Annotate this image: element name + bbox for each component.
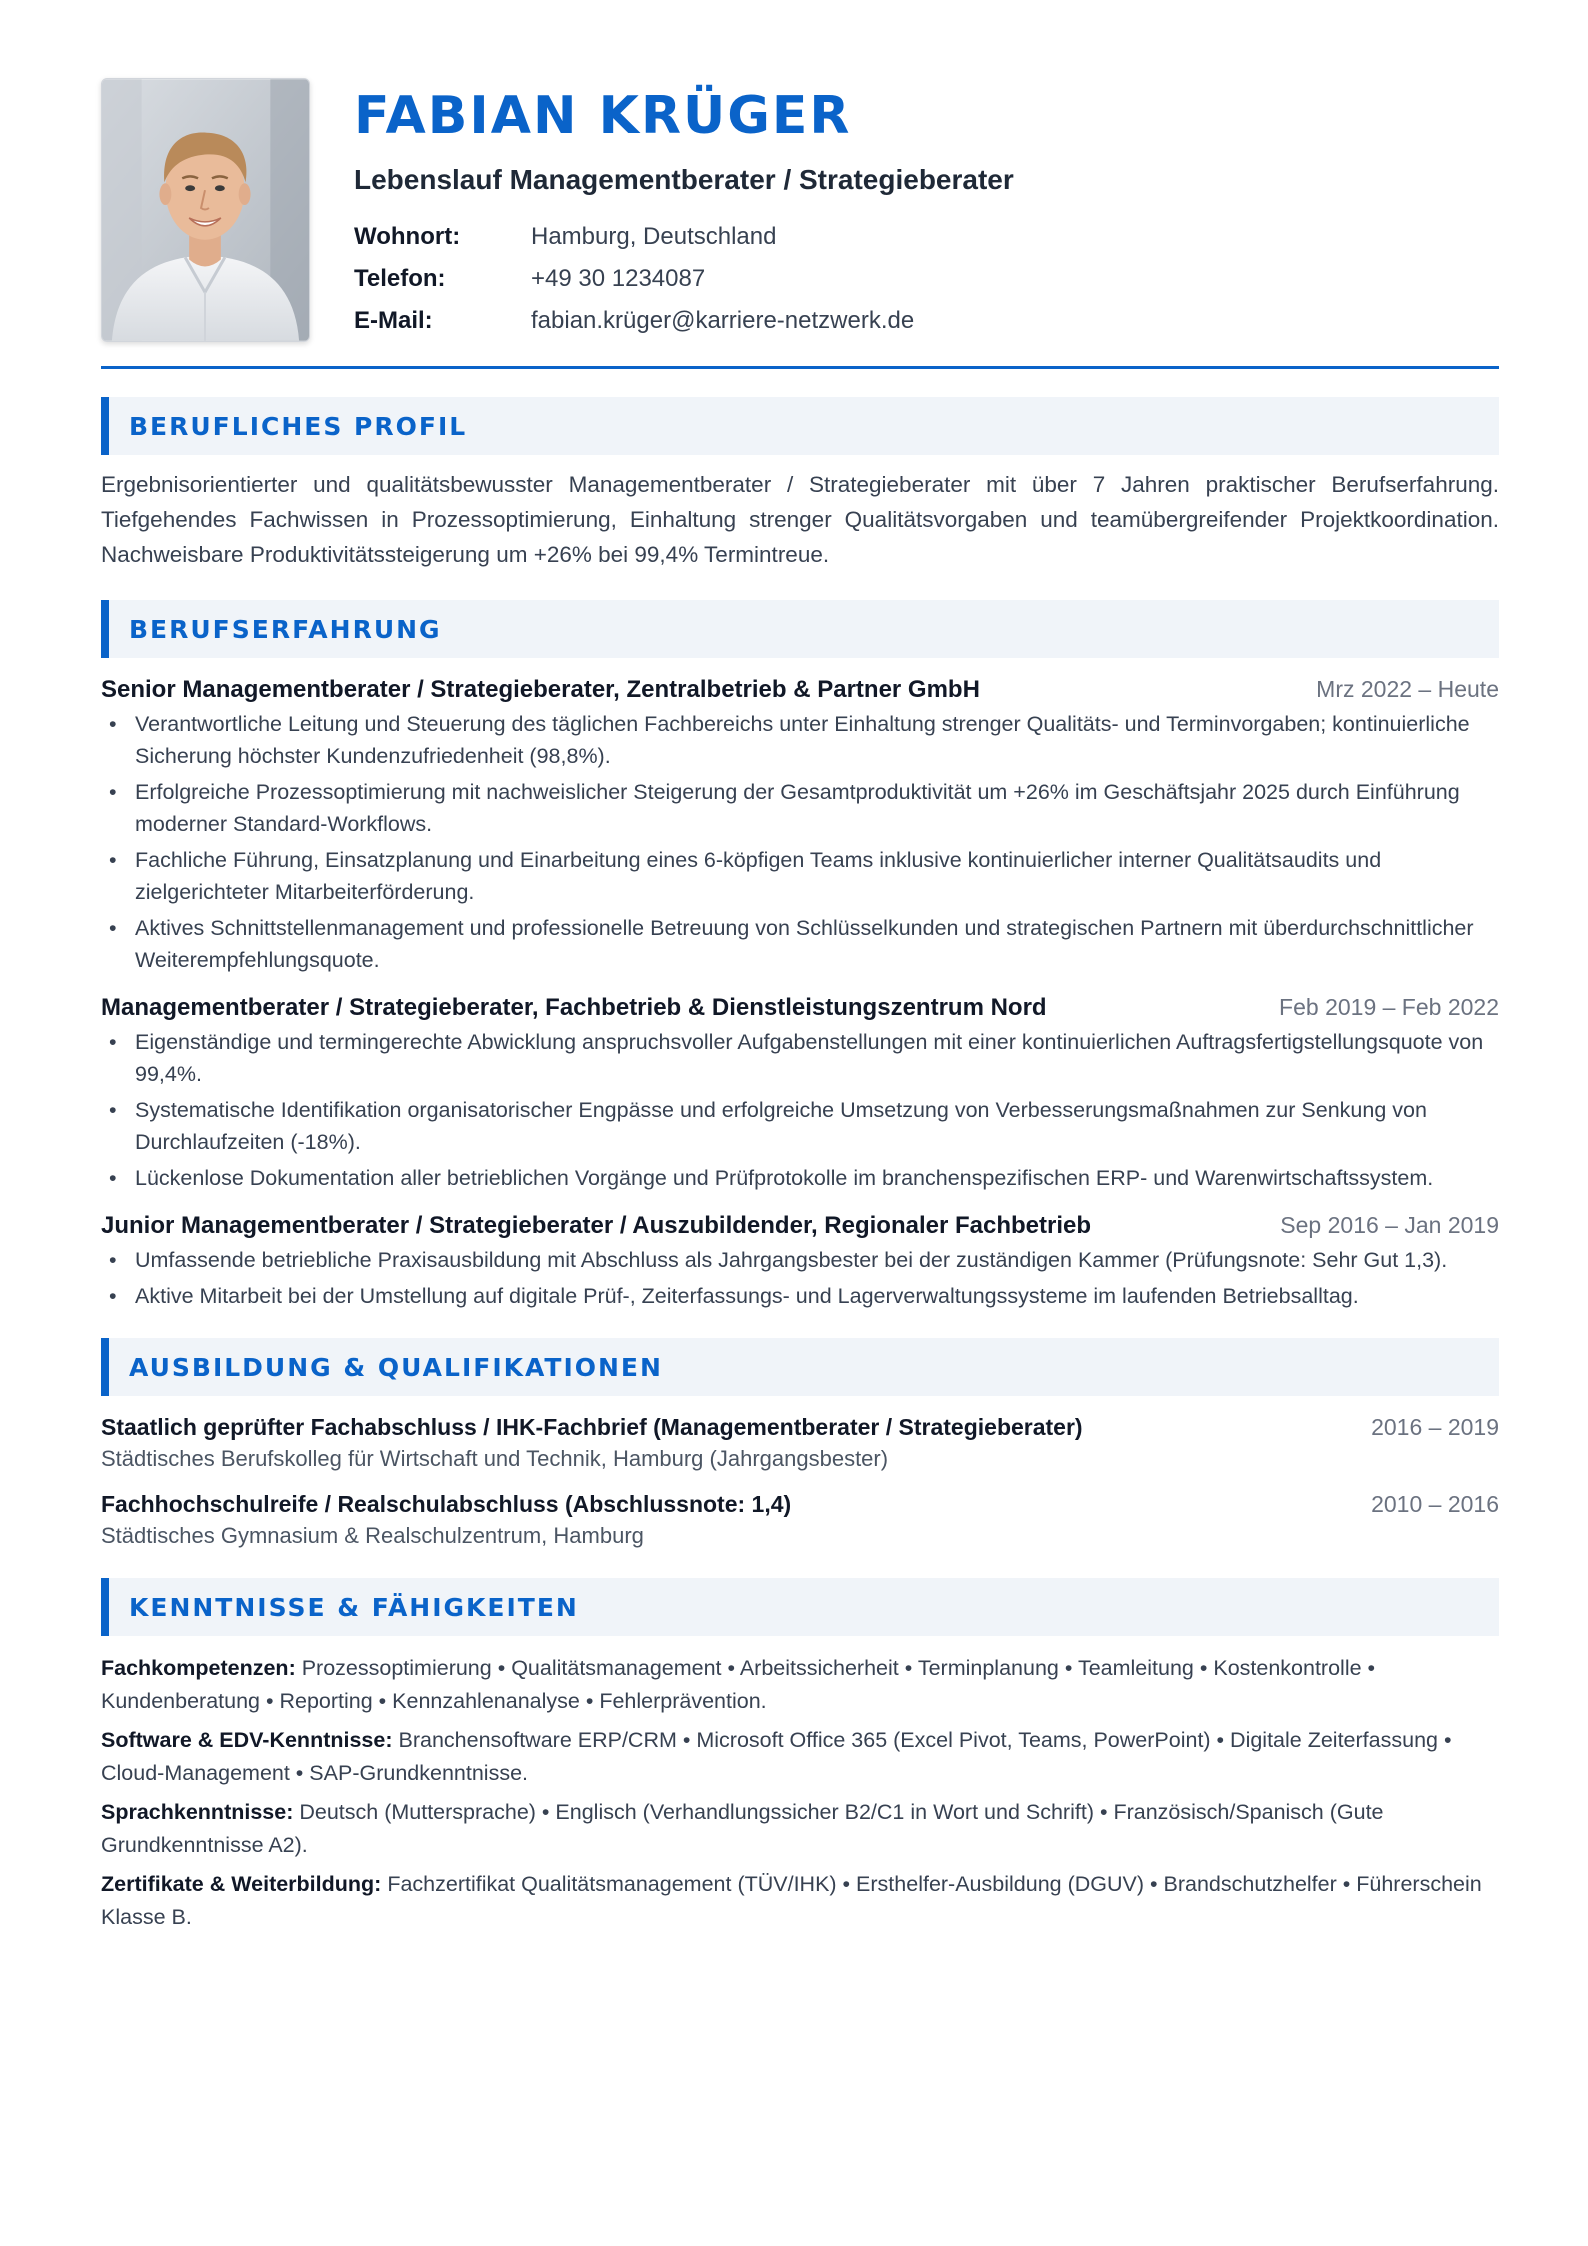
contact-info <box>354 216 1499 342</box>
job-title: Junior Managementberater / Strategieberater / Auszubildender, Regionaler Fachbetrieb <box>101 1212 1092 1239</box>
contact-row-residence <box>354 216 1499 258</box>
education-date: 2016 – 2019 <box>1371 1414 1499 1440</box>
job-bullets <box>101 1244 1499 1312</box>
education-school: Städtisches Gymnasium & Realschulzentrum, Hamburg <box>101 1523 644 1548</box>
candidate-name: FABIAN KRÜGER <box>354 86 852 146</box>
section-heading-skills: KENNTNISSE & FÄHIGKEITEN <box>101 1578 1499 1636</box>
education-title: Fachhochschulreife / Realschulabschluss (Abschlussnote: 1,4) <box>101 1491 792 1517</box>
contact-value-residence: Hamburg, Deutschland <box>531 223 777 250</box>
job-title: Managementberater / Strategieberater, Fachbetrieb & Dienstleistungszentrum Nord <box>101 994 1047 1021</box>
job-date: Sep 2016 – Jan 2019 <box>1280 1212 1499 1238</box>
job-bullet: • Aktive Mitarbeit bei der Umstellung auf digitale Prüf-, Zeiterfassungs- und Lagerverwaltungssysteme im laufenden Betriebsalltag. <box>101 1280 1499 1312</box>
contact-value-phone: +49 30 1234087 <box>531 265 706 292</box>
contact-label: Wohnort: <box>354 223 461 250</box>
job-bullet: • Umfassende betriebliche Praxisausbildung mit Abschluss als Jahrgangsbester bei der zuständigen Kammer (Prüfungsnote: Sehr Gut 1,3). <box>101 1244 1499 1276</box>
job-title: Senior Managementberater / Strategieberater, Zentralbetrieb & Partner GmbH <box>101 676 980 703</box>
education-entry <box>101 1491 1499 1550</box>
skill-label: Sprachkenntnisse: <box>101 1800 294 1824</box>
skills-list <box>101 1652 1499 1934</box>
skill-label: Zertifikate & Weiterbildung: <box>101 1872 382 1896</box>
education-title: Staatlich geprüfter Fachabschluss / IHK-Fachbrief (Managementberater / Strategieberater) <box>101 1414 1083 1440</box>
resume-header <box>101 78 1499 369</box>
skill-text: Fachzertifikat Qualitätsmanagement (TÜV/IHK) • Ersthelfer-Ausbildung (DGUV) • Brandschutzhelfer • Führerschein Klasse B. <box>101 1872 1482 1929</box>
skill-row <box>101 1796 1499 1862</box>
skill-row <box>101 1868 1499 1934</box>
section-profile <box>101 397 1499 572</box>
document-subtitle: Lebenslauf Managementberater / Strategieberater <box>354 164 1014 195</box>
section-heading-experience: BERUFSERFAHRUNG <box>101 600 1499 658</box>
job-header <box>101 676 1499 704</box>
contact-label: E-Mail: <box>354 307 433 334</box>
section-heading-profile: BERUFLICHES PROFIL <box>101 397 1499 455</box>
job-bullet: • Systematische Identifikation organisatorischer Engpässe und erfolgreiche Umsetzung von Verbesserungsmaßnahmen zur Senkung von Durchlaufzeiten (-18%). <box>101 1094 1499 1158</box>
job-header <box>101 1212 1499 1240</box>
education-header <box>101 1414 1499 1441</box>
contact-row-phone <box>354 258 1499 300</box>
contact-label: Telefon: <box>354 265 446 292</box>
header-text <box>354 78 1499 342</box>
job-bullet: • Aktives Schnittstellenmanagement und professionelle Betreuung von Schlüsselkunden und strategischen Partnern mit überdurchschnittlicher Weiterempfehlungsquote. <box>101 912 1499 976</box>
job-bullet: • Erfolgreiche Prozessoptimierung mit nachweislicher Steigerung der Gesamtproduktivität um +26% im Geschäftsjahr 2025 durch Einführung moderner Standard-Workflows. <box>101 776 1499 840</box>
contact-value-email: fabian.krüger@karriere-netzwerk.de <box>531 307 915 334</box>
job-bullets <box>101 1026 1499 1194</box>
job-date: Feb 2019 – Feb 2022 <box>1279 994 1499 1020</box>
section-experience <box>101 600 1499 1312</box>
job-entry <box>101 994 1499 1194</box>
education-header <box>101 1491 1499 1518</box>
education-date: 2010 – 2016 <box>1371 1491 1499 1517</box>
skill-label: Fachkompetenzen: <box>101 1656 296 1680</box>
job-bullet: • Fachliche Führung, Einsatzplanung und Einarbeitung eines 6-köpfigen Teams inklusive kontinuierlicher interner Qualitätsaudits und zielgerichteter Mitarbeiterförderung. <box>101 844 1499 908</box>
profile-photo <box>101 78 310 342</box>
job-bullet: • Verantwortliche Leitung und Steuerung des täglichen Fachbereichs unter Einhaltung strenger Qualitäts- und Terminvorgaben; kontinuierliche Sicherung höchster Kundenzufriedenheit (98,8%). <box>101 708 1499 772</box>
section-education <box>101 1338 1499 1550</box>
skill-text: Deutsch (Muttersprache) • Englisch (Verhandlungssicher B2/C1 in Wort und Schrift) • Französisch/Spanisch (Gute Grundkenntnisse A2). <box>101 1800 1384 1857</box>
job-date: Mrz 2022 – Heute <box>1316 676 1499 702</box>
education-school: Städtisches Berufskolleg für Wirtschaft und Technik, Hamburg (Jahrgangsbester) <box>101 1446 889 1471</box>
section-heading-education: AUSBILDUNG & QUALIFIKATIONEN <box>101 1338 1499 1396</box>
header-divider <box>101 366 1499 369</box>
contact-row-email <box>354 300 1499 342</box>
skill-row <box>101 1724 1499 1790</box>
skill-text: Branchensoftware ERP/CRM • Microsoft Office 365 (Excel Pivot, Teams, PowerPoint) • Digitale Zeiterfassung • Cloud-Management • SAP-Grundkenntnisse. <box>101 1728 1452 1785</box>
skill-row <box>101 1652 1499 1718</box>
job-bullets <box>101 708 1499 976</box>
education-entry <box>101 1414 1499 1473</box>
job-bullet: • Lückenlose Dokumentation aller betrieblichen Vorgänge und Prüfprotokolle im branchenspezifischen ERP- und Warenwirtschaftssystem. <box>101 1162 1499 1194</box>
job-bullet: • Eigenständige und termingerechte Abwicklung anspruchsvoller Aufgabenstellungen mit einer kontinuierlichen Auftragsfertigstellungsquote von 99,4%. <box>101 1026 1499 1090</box>
skill-text: Prozessoptimierung • Qualitätsmanagement • Arbeitssicherheit • Terminplanung • Teamleitung • Kostenkontrolle • Kundenberatung • Reporting • Kennzahlenanalyse • Fehlerprävention. <box>101 1656 1376 1713</box>
resume-page <box>101 78 1499 1940</box>
job-entry <box>101 1212 1499 1312</box>
skill-label: Software & EDV-Kenntnisse: <box>101 1728 393 1752</box>
job-header <box>101 994 1499 1022</box>
section-skills <box>101 1578 1499 1934</box>
profile-summary: Ergebnisorientierter und qualitätsbewusster Managementberater / Strategieberater mit über 7 Jahren praktischer Berufserfahrung. Tiefgehendes Fachwissen in Prozessoptimierung, Einhaltung strenger Qualitätsvorgaben und teamübergreifender Projektkoordination. Nachweisbare Produktivitätssteigerung um +26% bei 99,4% Termintreue. <box>101 472 1499 567</box>
job-entry <box>101 676 1499 976</box>
